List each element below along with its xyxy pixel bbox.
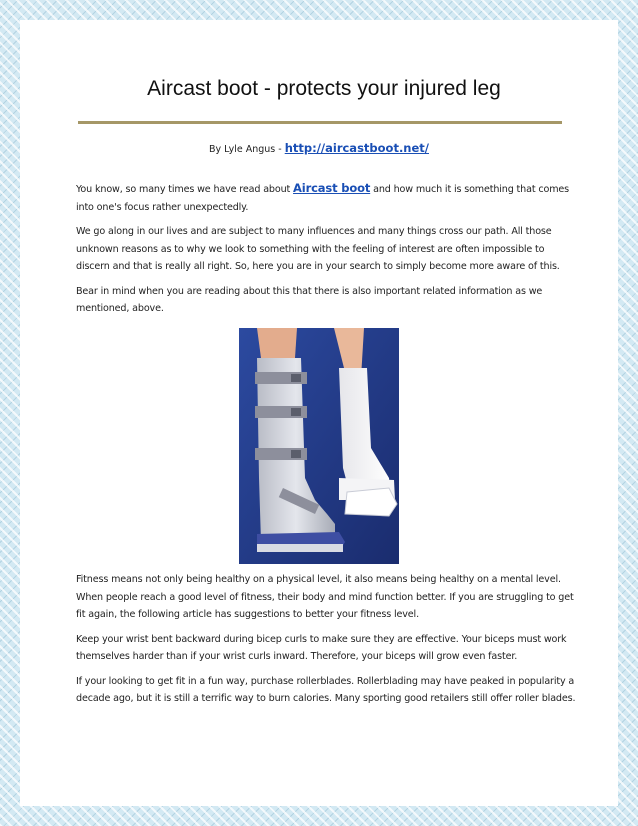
paragraph-6: If your looking to get fit in a fun way, purchase rollerblades. Rollerblading may have peaked in popularity a decade ago, but it is still a terrific way to burn calories. Many sporting good retailers still offer roller blades. <box>76 675 576 704</box>
boot-illustration <box>239 328 399 564</box>
aircast-boot-link[interactable]: Aircast boot <box>293 181 371 195</box>
paragraph-5: Keep your wrist bent backward during bicep curls to make sure they are effective. Your biceps must work themselves harder than if your wrist curls inward. Therefore, your biceps will grow even faster. <box>76 633 567 662</box>
body-text-bottom <box>76 571 576 715</box>
paragraph-2: We go along in our lives and are subject to many influences and many things cross our path. All those unknown reasons as to why we look to something with the feeling of interest are often impossible to discern and that is really all right. So, here you are in your search to simply become more aware of this. <box>76 226 560 272</box>
body-text-top <box>76 180 576 325</box>
byline-author: By Lyle Angus - <box>209 144 285 155</box>
aircast-boot-photo <box>239 328 399 564</box>
document-page <box>20 20 618 806</box>
paragraph-4: Fitness means not only being healthy on a physical level, it also means being healthy on a mental level. When people reach a good level of fitness, their body and mind function better. If you are struggling to get fit again, the following article has suggestions to better your fitness level. <box>76 574 574 620</box>
byline-link[interactable]: http://aircastboot.net/ <box>284 141 429 155</box>
page-content <box>20 20 618 806</box>
document-title: Aircast boot - protects your injured leg <box>147 77 501 100</box>
paragraph-1-after: and how much it is something that comes into one's focus rather unexpectedly. <box>76 184 569 213</box>
paragraph-3: Bear in mind when you are reading about this that there is also important related information as we mentioned, above. <box>76 285 543 314</box>
paragraph-1 <box>76 180 576 216</box>
title-divider <box>78 121 562 124</box>
byline <box>20 141 618 155</box>
paragraph-1-before: You know, so many times we have read about <box>76 184 294 195</box>
